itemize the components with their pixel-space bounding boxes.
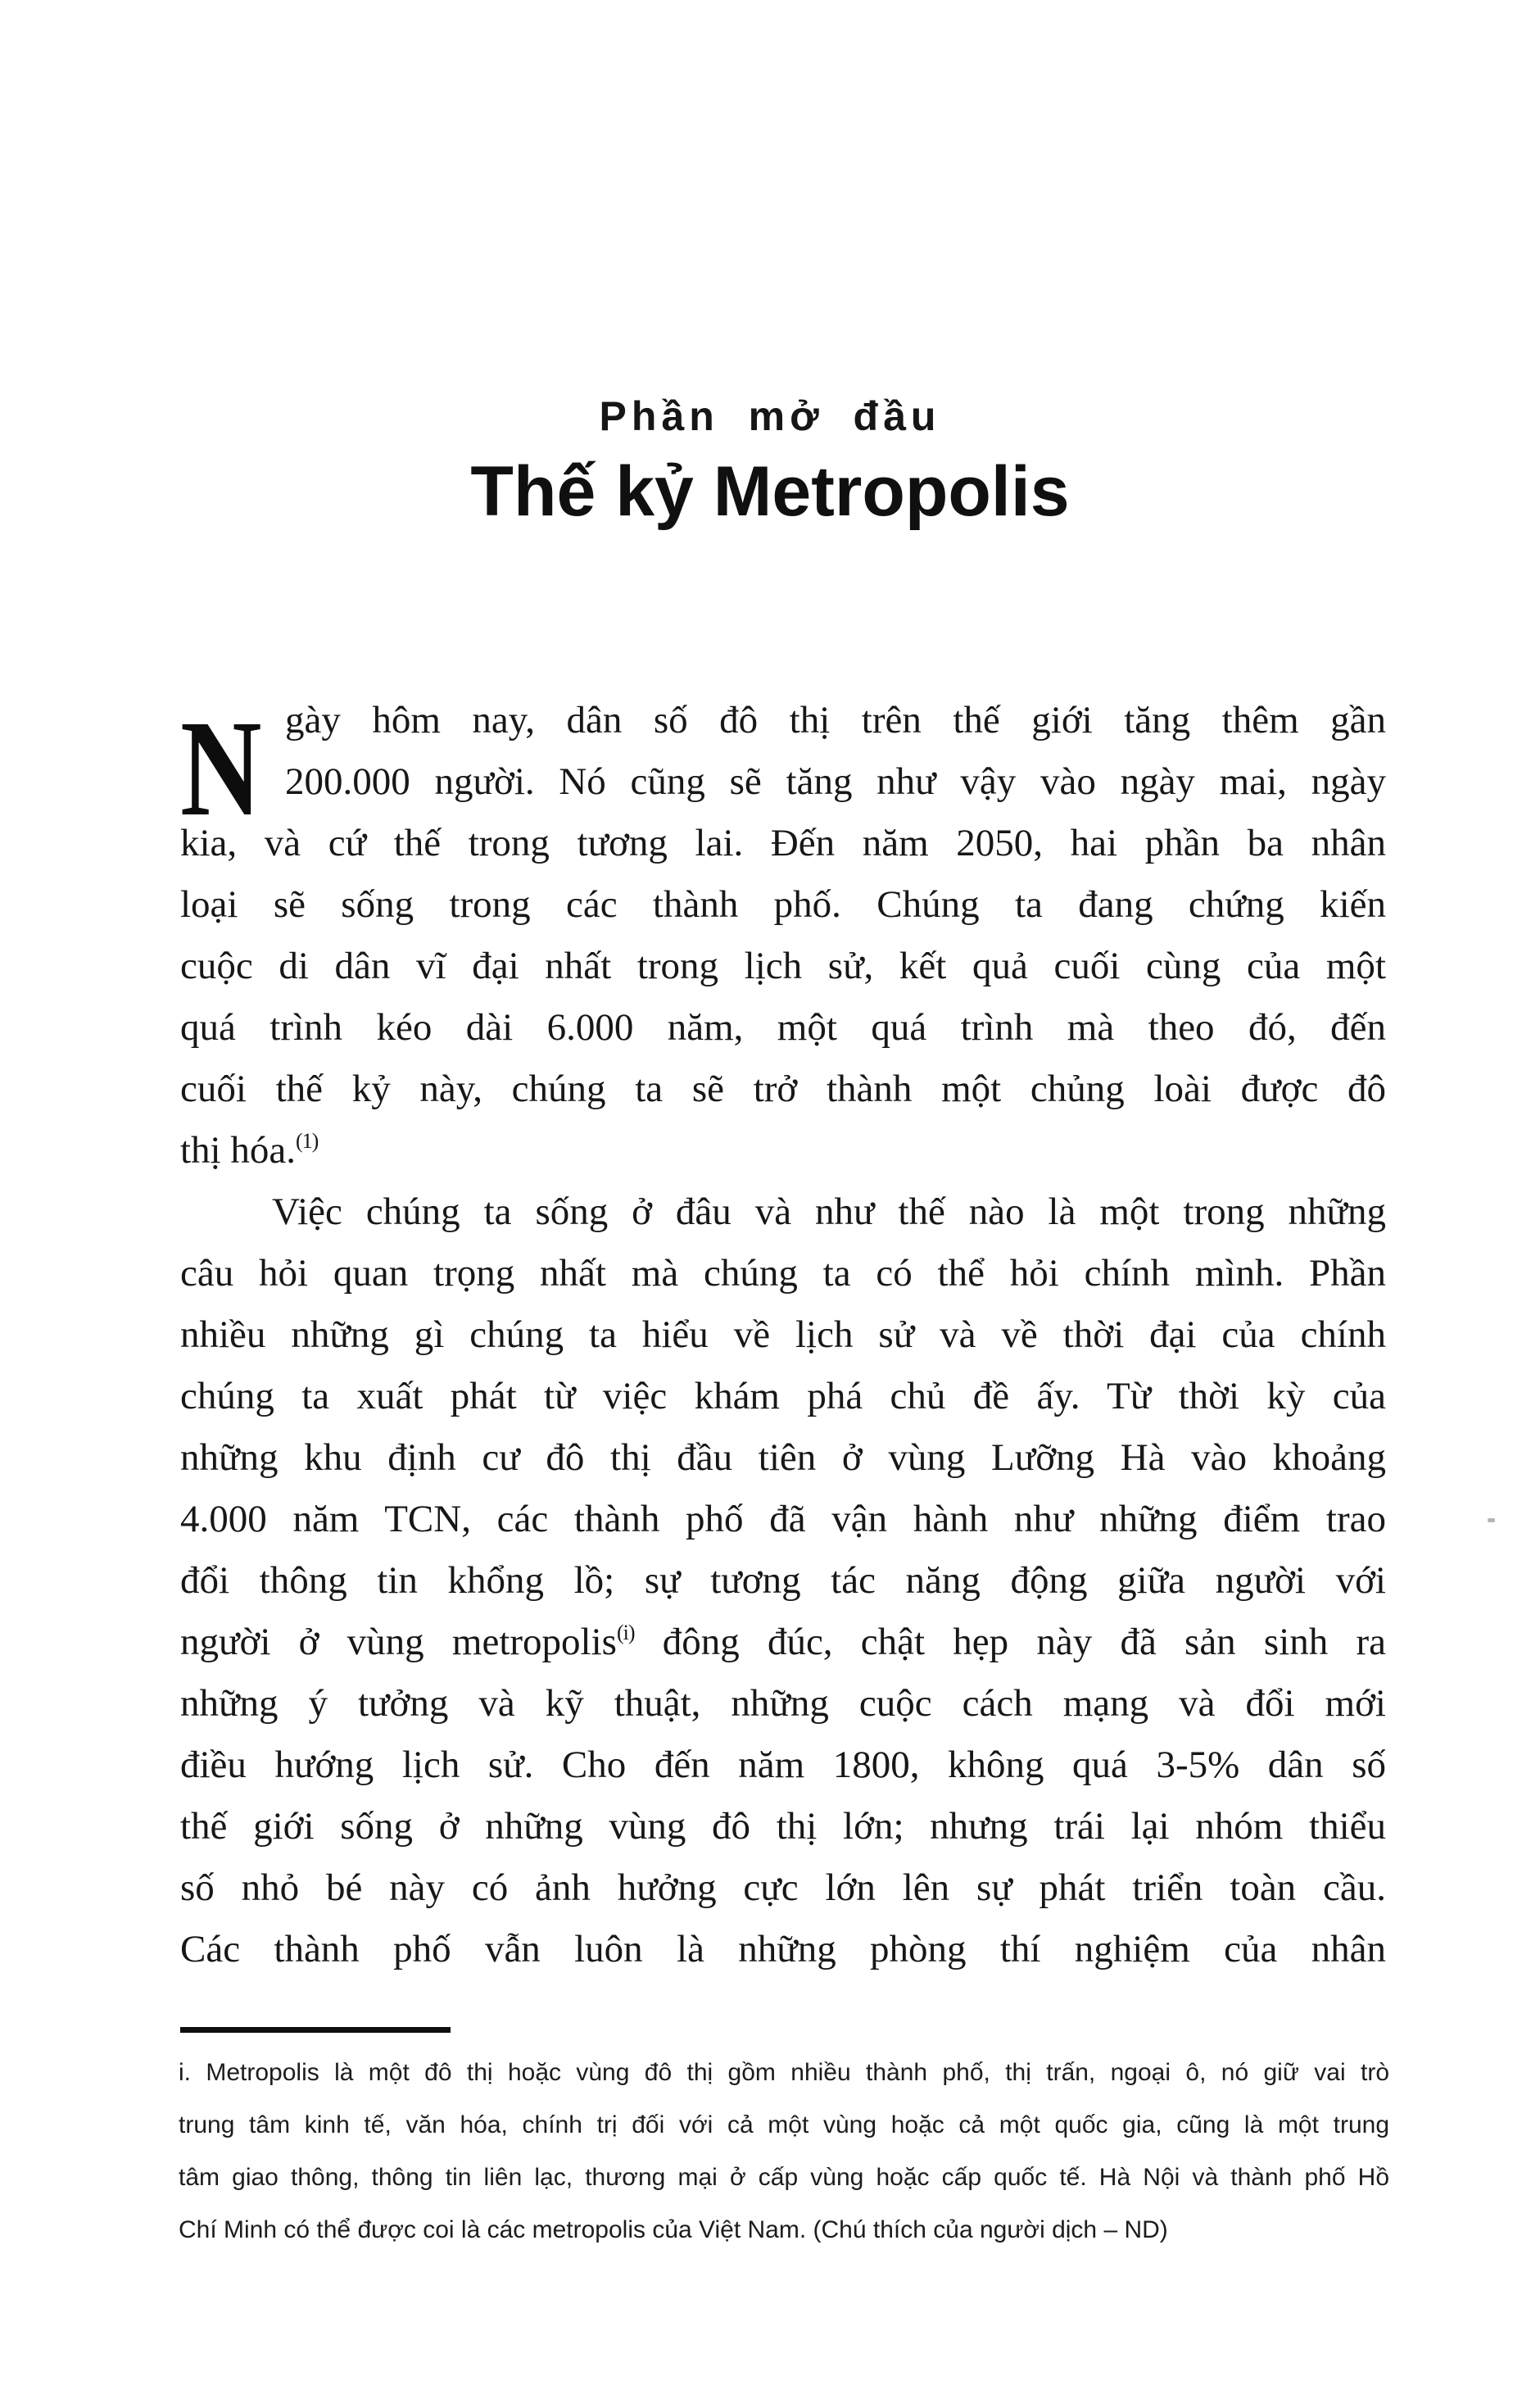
text-line: Việc chúng ta sống ở đâu và như thế nào là một trong những [272,1190,1386,1233]
paragraph-2 [180,1181,1386,1980]
text-line: loại sẽ sống trong các thành phố. Chúng ta đang chứng kiến [180,883,1386,926]
text-line: cuối thế kỷ này, chúng ta sẽ trở thành một chủng loài được đô [180,1068,1386,1110]
text-line: 200.000 người. Nó cũng sẽ tăng như vậy vào ngày mai, ngày [285,760,1386,803]
scan-artifact-mark [1488,1518,1495,1522]
text-line: những ý tưởng và kỹ thuật, những cuộc cách mạng và đổi mới [180,1682,1386,1725]
footnote-line: trung tâm kinh tế, văn hóa, chính trị đối với cả một vùng hoặc cả một quốc gia, cũng là một trung [179,2111,1389,2138]
text-segment: thị hóa. [180,1129,296,1172]
text-line: gày hôm nay, dân số đô thị trên thế giới tăng thêm gần [285,699,1386,741]
text-line: 4.000 năm TCN, các thành phố đã vận hành như những điểm trao [180,1498,1386,1540]
text-line: những khu định cư đô thị đầu tiên ở vùng Lưỡng Hà vào khoảng [180,1436,1386,1479]
text-line: đổi thông tin khổng lồ; sự tương tác năng động giữa người với [180,1559,1386,1602]
text-segment: người ở vùng metropolis [180,1621,617,1663]
text-line: thế giới sống ở những vùng đô thị lớn; nhưng trái lại nhóm thiểu [180,1805,1386,1848]
text-line: điều hướng lịch sử. Cho đến năm 1800, không quá 3-5% dân số [180,1744,1386,1786]
endnote-ref-1: (1) [295,1129,319,1153]
chapter-pretitle: Phần mở đầu [599,393,941,439]
text-line: kia, và cứ thế trong tương lai. Đến năm 2050, hai phần ba nhân [180,822,1386,864]
paragraph-1 [180,690,1386,1181]
text-line: số nhỏ bé này có ảnh hưởng cực lớn lên sự phát triển toàn cầu. [180,1866,1386,1909]
text-line: chúng ta xuất phát từ việc khám phá chủ đề ấy. Từ thời kỳ của [180,1375,1386,1417]
chapter-title: Thế kỷ Metropolis [470,452,1070,531]
text-line: cuộc di dân vĩ đại nhất trong lịch sử, kết quả cuối cùng của một [180,945,1386,987]
footnote-line: i. Metropolis là một đô thị hoặc vùng đô thị gồm nhiều thành phố, thị trấn, ngoại ô, nó giữ vai trò [179,2059,1389,2086]
chapter-heading [160,392,1380,533]
footnote-line: Chí Minh có thể được coi là các metropolis của Việt Nam. (Chú thích của người dịch – ND) [179,2216,1168,2243]
text-line: quá trình kéo dài 6.000 năm, một quá trình mà theo đó, đến [180,1006,1386,1049]
body-text [180,690,1386,1980]
text-segment: đông đúc, chật hẹp này đã sản sinh ra [634,1621,1386,1663]
text-line: câu hỏi quan trọng nhất mà chúng ta có thể hỏi chính mình. Phần [180,1252,1386,1295]
footnote [179,2047,1389,2256]
text-line: nhiều những gì chúng ta hiểu về lịch sử và về thời đại của chính [180,1313,1386,1356]
text-line [180,1612,1386,1673]
footnote-line: tâm giao thông, thông tin liên lạc, thương mại ở cấp vùng hoặc cấp quốc tế. Hà Nội và thành phố Hồ [179,2164,1389,2191]
text-line [180,1120,1386,1181]
footnote-separator [180,2027,451,2033]
text-line: Các thành phố vẫn luôn là những phòng thí nghiệm của nhân [180,1928,1386,1970]
drop-cap: N [180,692,262,845]
footnote-ref-i: (i) [616,1621,635,1644]
